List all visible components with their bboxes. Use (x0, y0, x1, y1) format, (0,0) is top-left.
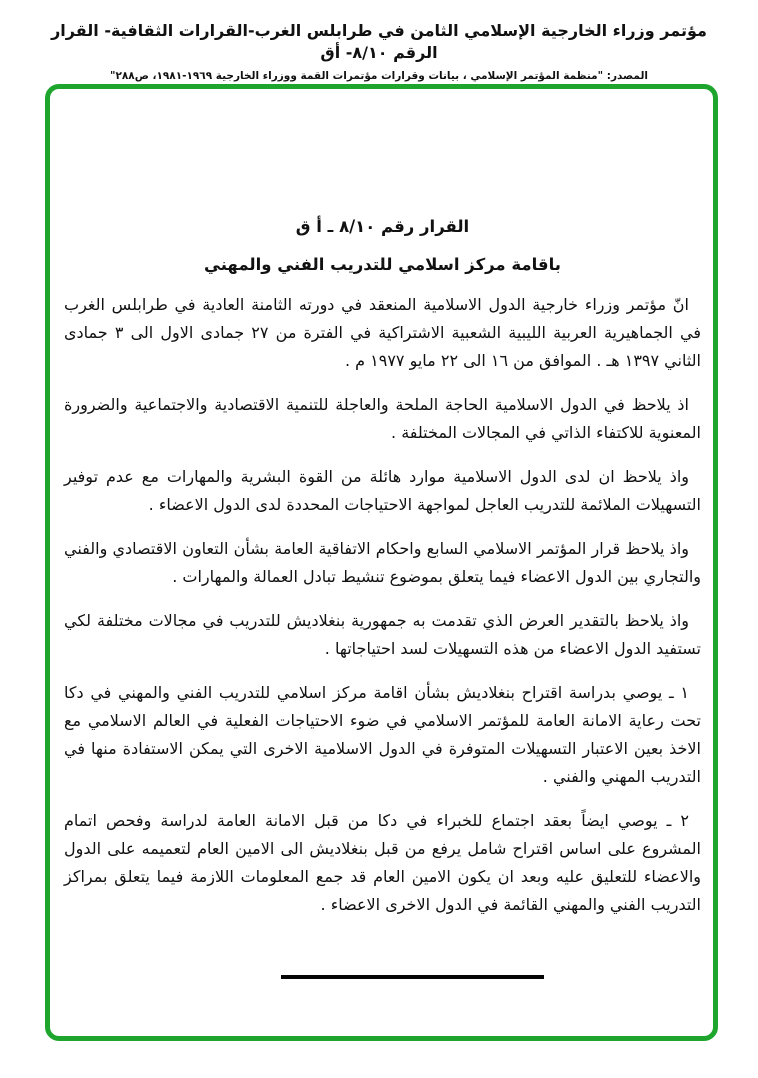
resolution-subject-heading: باقامة مركز اسلامي للتدريب الفني والمهني (204, 255, 561, 274)
recommendation-item-1: ١ ـ يوصي بدراسة اقتراح بنغلاديش بشأن اقامة مركز اسلامي للتدريب الفني والمهني في دكا تحت رعاية الامانة العامة للمؤتمر الاسلامي في ضوء الاحتياجات الفعلية في العالم الاسلامي مع الاخذ بعين الاعتبار التسهيلات المتوفرة في الدول الاسلامية الاخرى التي يمكن الاستفادة منها في التدريب المهني والفني . (64, 683, 701, 786)
noting-resources-paragraph: واذ يلاحظ ان لدى الدول الاسلامية موارد هائلة من القوة البشرية والمهارات مع عدم توفير التسهيلات الملائمة للتدريب العاجل لمواجهة الاحتياجات المحددة لدى الدول الاعضاء . (64, 467, 701, 514)
resolution-number-heading: القرار رقم ٨/١٠ ـ أ ق (295, 217, 470, 236)
document-header (0, 0, 758, 82)
header-title: مؤتمر وزراء الخارجية الإسلامي الثامن في طرابلس الغرب-القرارات الثقافية- القرار الرقم ٨/١٠- أق (51, 21, 707, 62)
recommendation-item-2: ٢ ـ يوصي ايضاً بعقد اجتماع للخبراء في دكا من قبل الامانة العامة لدراسة وفحص اتمام المشروع على اساس اقتراح شامل يرفع من قبل بنغلاديش الى الامين العام لتعميمه على الدول والاعضاء للتعليق عليه وبعد ان يكون الامين العام قد جمع المعلومات اللازمة فيما يتعلق بمراكز التدريب الفني والمهني القائمة في الدول الاخرى الاعضاء . (64, 811, 701, 914)
noting-agreement-paragraph: واذ يلاحظ قرار المؤتمر الاسلامي السابع واحكام الاتفاقية العامة بشأن التعاون الاقتصادي والفني والتجاري بين الدول الاعضاء فيما يتعلق بموضوع تنشيط تبادل العمالة والمهارات . (64, 539, 701, 586)
noting-need-paragraph: اذ يلاحظ في الدول الاسلامية الحاجة الملحة والعاجلة للتنمية الاقتصادية والاجتماعية والضرورة المعنوية للاكتفاء الذاتي في المجالات المختلفة . (64, 395, 701, 442)
document-body (50, 217, 713, 979)
footer-divider-line (281, 975, 544, 979)
preamble-paragraph: انّ مؤتمر وزراء خارجية الدول الاسلامية المنعقد في دورته الثامنة العادية في طرابلس الغرب في الجماهيرية العربية الليبية الشعبية الاشتراكية في الفترة من ٢٧ جمادى الاول الى ٣ جمادى الثاني ١٣٩٧ هـ . الموافق من ١٦ الى ٢٢ مايو ١٩٧٧ م . (64, 295, 702, 370)
header-source-line: المصدر: "منظمة المؤتمر الإسلامي ، بيانات وقرارات مؤتمرات القمة ووزراء الخارجية ١٩٦٩-١٩٨١، ص٢٨٨" (109, 70, 648, 82)
noting-bangladesh-offer-paragraph: واذ يلاحظ بالتقدير العرض الذي تقدمت به جمهورية بنغلاديش للتدريب في مجالات مختلفة لكي تستفيد الدول الاعضاء من هذه التسهيلات لسد احتياجاتها . (64, 611, 701, 658)
green-border-frame (45, 84, 718, 1041)
